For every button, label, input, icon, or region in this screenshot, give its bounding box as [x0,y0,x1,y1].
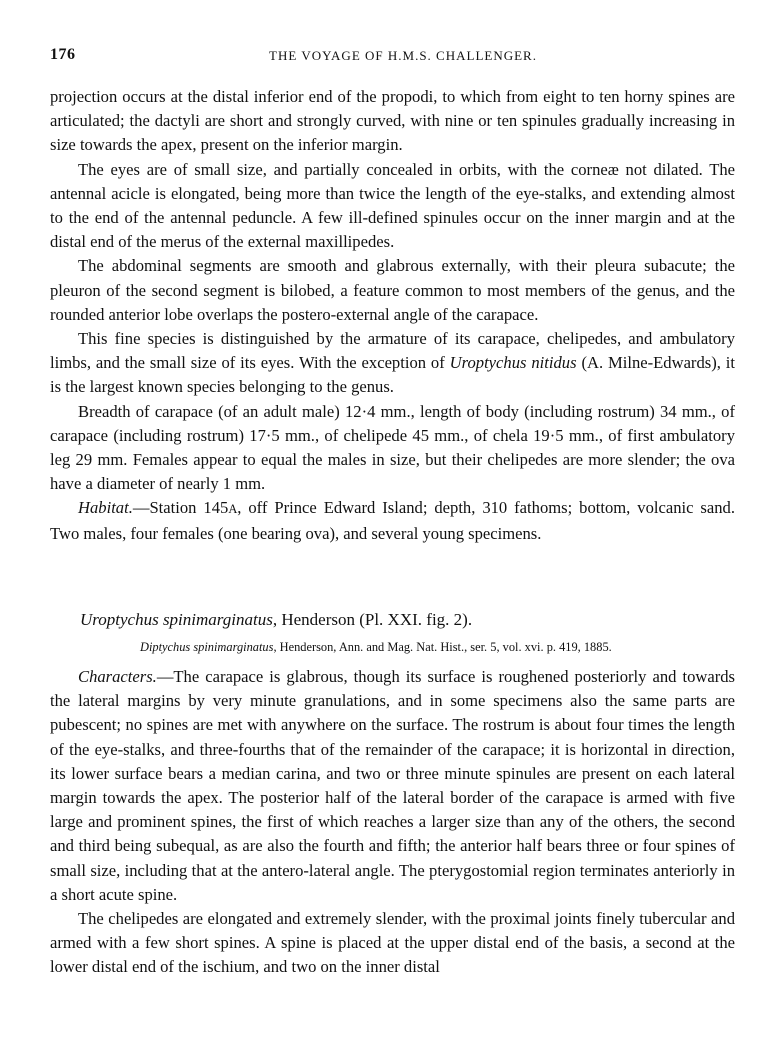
page-header [50,46,726,66]
characters-label: Characters. [78,667,157,686]
paragraph-habitat: Habitat.—Station 145A, off Prince Edward Island; depth, 310 fathoms; bottom, volcanic sand. Two males, four females (one bearing ova), and several young specimens. [50,498,735,543]
species-reference: Uroptychus nitidus [449,353,577,373]
paragraph-propodi: projection occurs at the distal inferior end of the propodi, to which from eight to ten horny spines are articulated; the dactyli are short and strongly curved, with nine or ten spinules gradually increasing in size towards the apex, present on the inferior margin. [50,87,735,155]
habitat-label: Habitat. [78,498,133,518]
description-continued [50,85,735,546]
page-number: 176 [50,46,76,63]
paragraph-distinguished: This fine species is distinguished by the armature of its carapace, chelipedes, and ambulatory limbs, and the small size of its eyes. With the exception of Uroptychus nitidus (A. Milne-Edwards), it is the largest known species belonging to the genus. [50,329,735,397]
paragraph-chelipedes: The chelipedes are elongated and extremely slender, with the proximal joints finely tubercular and armed with a few short spines. A spine is placed at the upper distal end of the basis, a second at the lower distal end of the ischium, and two on the inner distal [50,909,735,977]
paragraph-abdominal: The abdominal segments are smooth and glabrous externally, with their pleura subacute; the pleuron of the second segment is bilobed, a feature common to most members of the genus, and the rounded anterior lobe overlaps the postero-external angle of the carapace. [50,256,735,324]
paragraph-characters: Characters.—The carapace is glabrous, though its surface is roughened posteriorly and towards the lateral margins by very minute granulations, and in some specimens also the same parts are pubescent; no spines are met with anywhere on the surface. The rostrum is about four times the length of the eye-stalks, and three-fourths that of the remainder of the carapace; it is horizontal in direction, its lower surface bears a median carina, and two or three minute spinules are present on each lateral margin towards the apex. The posterior half of the lateral border of the carapace is armed with five large and prominent spines, the first of which reaches a larger size than any of the others, the second and third being subequal, as are also the fourth and fifth; the anterior half bears three or four spines of small size, including that at the antero-lateral angle. The pterygostomial region terminates anteriorly in a short acute spine. [50,667,735,904]
running-title: THE VOYAGE OF H.M.S. CHALLENGER. [269,48,537,63]
species-heading: Uroptychus spinimarginatus, Henderson (Pl. XXI. fig. 2). [80,610,473,629]
synonym-citation: Diptychus spinimarginatus, Henderson, Ann. and Mag. Nat. Hist., ser. 5, vol. xvi. p. 419, 1885. [140,640,612,654]
paragraph-eyes: The eyes are of small size, and partially concealed in orbits, with the corneæ not dilated. The antennal acicle is elongated, being more than twice the length of the eye-stalks, and extending almost to the end of the antennal peduncle. A few ill-defined spinules occur on the inner margin and at the distal end of the merus of the external maxillipedes. [50,159,735,252]
species-description [50,665,735,980]
paragraph-measurements: Breadth of carapace (of an adult male) 12·4 mm., length of body (including rostrum) 34 mm., of carapace (including rostrum) 17·5 mm., of chelipede 45 mm., of chela 19·5 mm., of first ambulatory leg 29 mm. Females appear to equal the males in size, but their chelipedes are more slender; the ova have a diameter of nearly 1 mm. [50,401,735,494]
synonym-name: Diptychus spinimarginatus [140,640,274,654]
species-name: Uroptychus spinimarginatus [80,610,273,629]
